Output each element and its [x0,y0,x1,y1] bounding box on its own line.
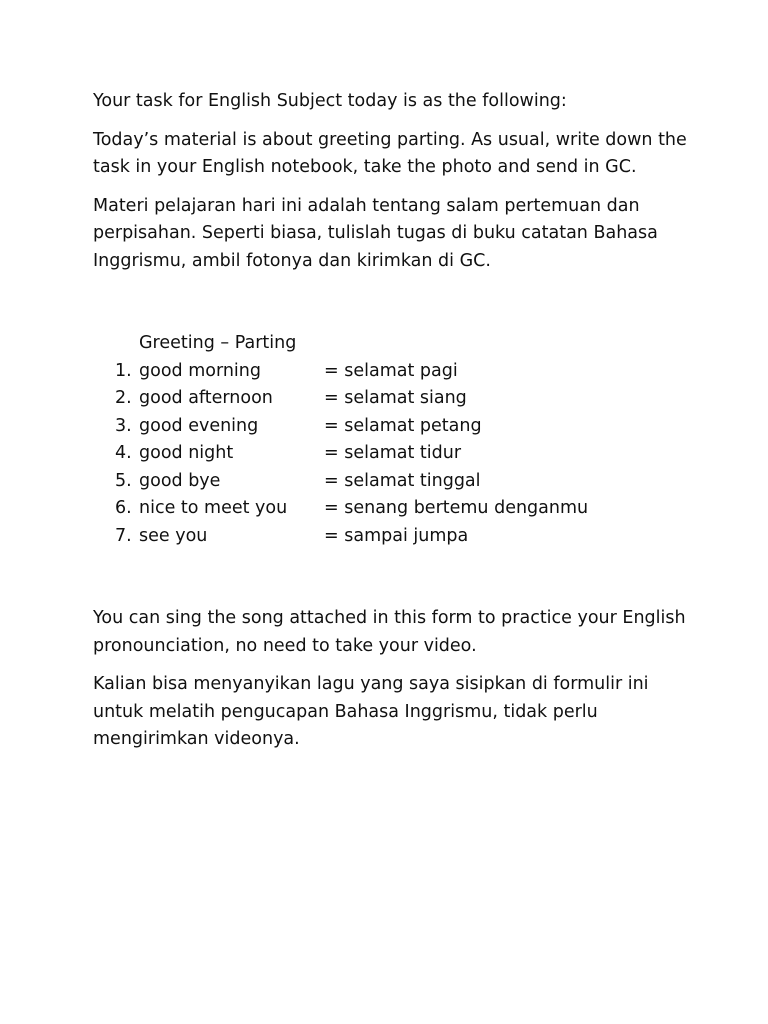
item-number: 5. [115,470,132,491]
english-phrase: nice to meet you [139,498,288,518]
song-note-english: You can sing the song attached in this form to practice your English pronounciation, no need to take your video. [93,608,686,656]
indonesian-translation: = senang bertemu denganmu [324,498,589,518]
spacer [93,286,693,330]
vocabulary-item [93,413,693,441]
instruction-indonesian: Materi pelajaran hari ini adalah tentang salam pertemuan dan perpisahan. Seperti biasa, tulislah tugas di buku catatan Bahasa Inggrismu, ambil fotonya dan kirimkan di GC. [93,195,658,271]
vocabulary-item [93,385,693,413]
indonesian-translation: = selamat pagi [324,360,458,381]
intro-text: Your task for English Subject today is as the following: [93,91,567,111]
english-phrase: good bye [139,470,221,491]
vocabulary-heading: Greeting – Parting [139,333,297,353]
vocabulary-item [93,468,693,496]
vocabulary-list [93,358,693,551]
vocabulary-item [93,523,693,551]
item-number: 2. [115,388,132,408]
english-phrase: good morning [139,360,261,381]
english-phrase: good afternoon [139,388,273,408]
item-number: 1. [115,360,132,381]
instruction-english: Today’s material is about greeting parting. As usual, write down the task in your English notebook, take the photo and send in GC. [93,129,687,177]
vocabulary-section [93,330,693,550]
spacer [93,550,693,605]
vocabulary-item [93,495,693,523]
vocabulary-item [93,440,693,468]
item-number: 6. [115,498,132,518]
indonesian-translation: = selamat tidur [324,443,462,463]
english-phrase: see you [139,525,208,546]
indonesian-translation: = selamat siang [324,388,467,408]
item-number: 7. [115,525,132,546]
item-number: 4. [115,443,132,463]
english-phrase: good night [139,443,234,463]
song-note-indonesian: Kalian bisa menyanyikan lagu yang saya sisipkan di formulir ini untuk melatih pengucapan Bahasa Inggrismu, tidak perlu mengirimkan videonya. [93,674,649,749]
document-page [93,88,693,765]
english-phrase: good evening [139,415,259,436]
indonesian-translation: = sampai jumpa [324,525,469,546]
vocabulary-item [93,358,693,386]
item-number: 3. [115,415,132,436]
indonesian-translation: = selamat tinggal [324,470,481,491]
indonesian-translation: = selamat petang [324,415,482,436]
